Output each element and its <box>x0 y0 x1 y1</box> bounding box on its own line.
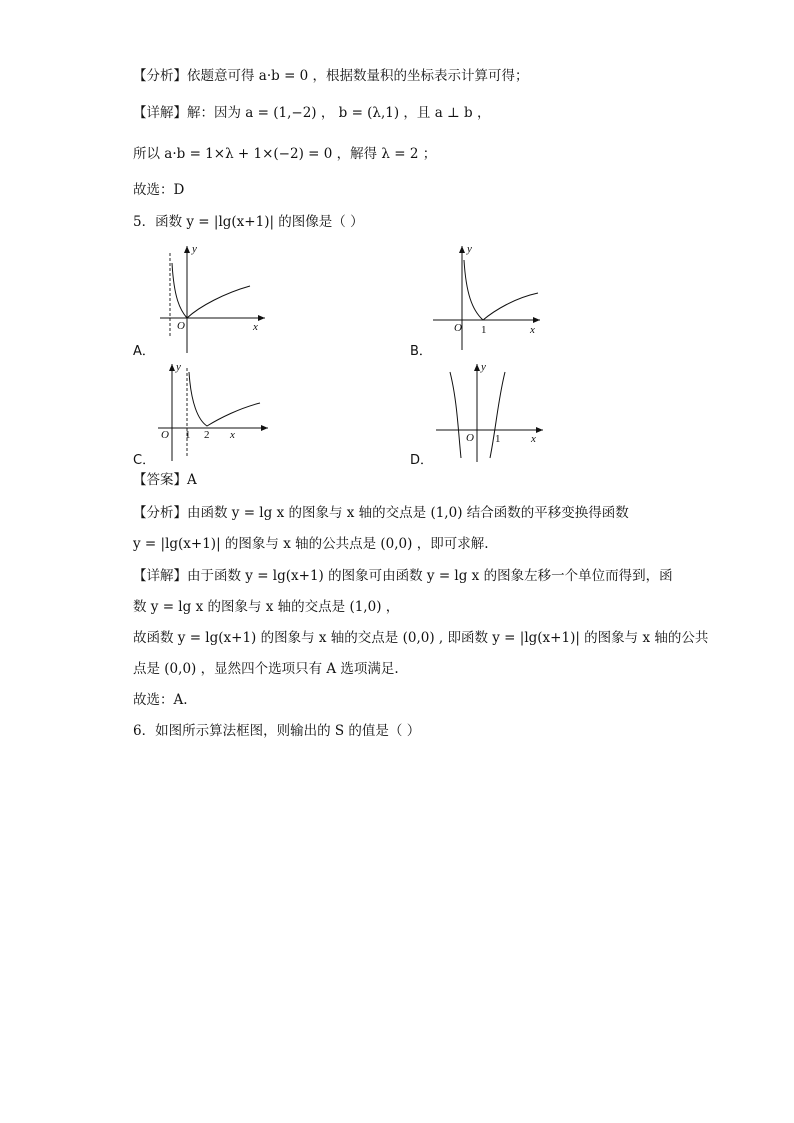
y-axis-label: y <box>192 243 197 255</box>
option-a-label: A． <box>133 344 155 359</box>
tick-1-label: 1 <box>481 324 487 336</box>
choice-line-5: 故选：A. <box>133 692 188 708</box>
detail-line-2: 所以 a·b = 1×λ + 1×(−2) = 0 ，解得 λ = 2 ； <box>133 146 437 162</box>
analysis-line-1: 【分析】依题意可得 a·b = 0 ，根据数量积的坐标表示计算可得； <box>133 68 529 84</box>
choice-line-4: 故选：D <box>133 182 185 198</box>
detail-line-3: 【详解】由于函数 y = lg(x+1) 的图象可由函数 y = lg x 的图象左移一个单位而得到，函 <box>133 568 673 584</box>
option-c-label: C． <box>133 453 156 468</box>
origin-label: O <box>466 432 474 444</box>
tick-1-label: 1 <box>185 429 191 441</box>
y-axis-label: y <box>467 243 472 255</box>
origin-label: O <box>161 429 169 441</box>
x-axis-label: x <box>253 321 258 333</box>
detail-line-1: 【详解】解：因为 a = (1,−2) ， b = (λ,1) ，且 a ⊥ b ， <box>133 105 491 121</box>
x-axis-label: x <box>530 324 535 336</box>
origin-label: O <box>454 322 462 334</box>
option-d-label: D． <box>410 453 434 468</box>
analysis-line-3: y = |lg(x+1)| 的图象与 x 轴的公共点是 (0,0) ，即可求解. <box>133 536 489 552</box>
x-axis-label: x <box>531 433 536 445</box>
origin-label: O <box>177 320 185 332</box>
option-d-graph <box>433 358 553 466</box>
tick-2-label: 2 <box>204 429 210 441</box>
tick-1-label: 1 <box>495 433 501 445</box>
answer-line: 【答案】A <box>133 472 197 488</box>
detail-line-5: 故函数 y = lg(x+1) 的图象与 x 轴的交点是 (0,0) , 即函数 y = |lg(x+1)| 的图象与 x 轴的公共 <box>133 630 709 646</box>
option-a-graph <box>150 238 280 356</box>
option-b-graph <box>430 238 550 356</box>
y-axis-label: y <box>481 361 486 373</box>
detail-line-4: 数 y = lg x 的图象与 x 轴的交点是 (1,0) ， <box>133 599 400 615</box>
option-c-graph <box>150 358 280 466</box>
x-axis-label: x <box>230 429 235 441</box>
option-b-label: B． <box>410 344 432 359</box>
question-6: 6．如图所示算法框图，则输出的 S 的值是（ ） <box>133 723 421 739</box>
detail-line-6: 点是 (0,0) ，显然四个选项只有 A 选项满足. <box>133 661 399 677</box>
analysis-line-2: 【分析】由函数 y = lg x 的图象与 x 轴的交点是 (1,0) 结合函数的平移变换得函数 <box>133 505 629 521</box>
y-axis-label: y <box>176 361 181 373</box>
question-5: 5．函数 y = |lg(x+1)| 的图像是（ ） <box>133 214 364 230</box>
